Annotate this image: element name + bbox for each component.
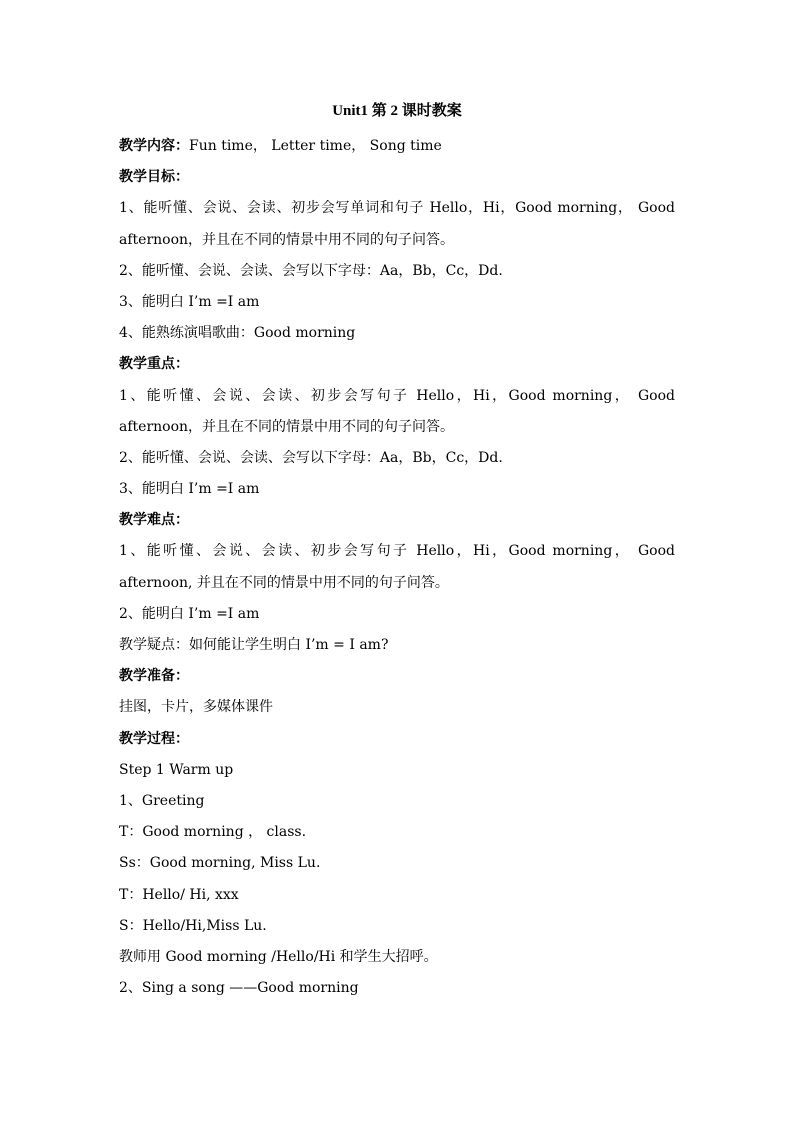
text-line: 教学准备： bbox=[119, 668, 189, 685]
text-line bbox=[119, 131, 675, 162]
text-line: 3、能明白 I’m =I am bbox=[119, 293, 260, 310]
section-value: Fun time， Letter time， Song time bbox=[189, 138, 442, 154]
text-line: Step 1 Warm up bbox=[119, 761, 234, 778]
text-line: 2、Sing a song ——Good morning bbox=[119, 980, 359, 997]
text-line: 4、能熟练演唱歌曲：Good morning bbox=[119, 325, 356, 342]
document-body bbox=[119, 131, 675, 1004]
text-line: 2、能听懂、会说、会读、会写以下字母：Aa，Bb，Cc，Dd. bbox=[119, 262, 503, 279]
text-line: 教师用 Good morning /Hello/Hi 和学生大招呼。 bbox=[119, 948, 438, 965]
text-line: 1、能听懂、会说、会读、初步会写句子 Hello，Hi，Good morning， Good bbox=[119, 387, 675, 404]
text-line: 教学重点： bbox=[119, 356, 189, 373]
text-line: afternoon, 并且在不同的情景中用不同的句子问答。 bbox=[119, 574, 449, 591]
text-line: 挂图，卡片，多媒体课件 bbox=[119, 699, 273, 716]
text-line: S：Hello/Hi,Miss Lu. bbox=[119, 917, 267, 934]
text-line: T：Hello/ Hi, xxx bbox=[119, 886, 239, 903]
text-line: 1、Greeting bbox=[119, 792, 205, 809]
text-line: 教学难点： bbox=[119, 512, 189, 529]
page-title: Unit1 第 2 课时教案 bbox=[332, 103, 462, 119]
text-line: 2、能明白 I’m =I am bbox=[119, 605, 260, 622]
text-line: 教学过程： bbox=[119, 730, 189, 747]
text-line: afternoon，并且在不同的情景中用不同的句子问答。 bbox=[119, 418, 455, 435]
text-line: afternoon，并且在不同的情景中用不同的句子问答。 bbox=[119, 231, 455, 248]
text-line: 2、能听懂、会说、会读、会写以下字母：Aa，Bb，Cc，Dd. bbox=[119, 449, 503, 466]
text-line: 教学目标： bbox=[119, 169, 189, 186]
text-line: 教学疑点：如何能让学生明白 I’m = I am? bbox=[119, 637, 389, 653]
text-line: 1、能听懂、会说、会读、初步会写句子 Hello，Hi，Good morning， Good bbox=[119, 543, 675, 560]
text-line: T：Good morning ， class. bbox=[119, 824, 307, 841]
section-label: 教学内容： bbox=[119, 138, 189, 154]
text-line: Ss：Good morning, Miss Lu. bbox=[119, 855, 321, 872]
text-line: 1、能听懂、会说、会读、初步会写单词和句子 Hello，Hi，Good morning， Good bbox=[119, 200, 675, 217]
text-line: 3、能明白 I’m =I am bbox=[119, 481, 260, 498]
